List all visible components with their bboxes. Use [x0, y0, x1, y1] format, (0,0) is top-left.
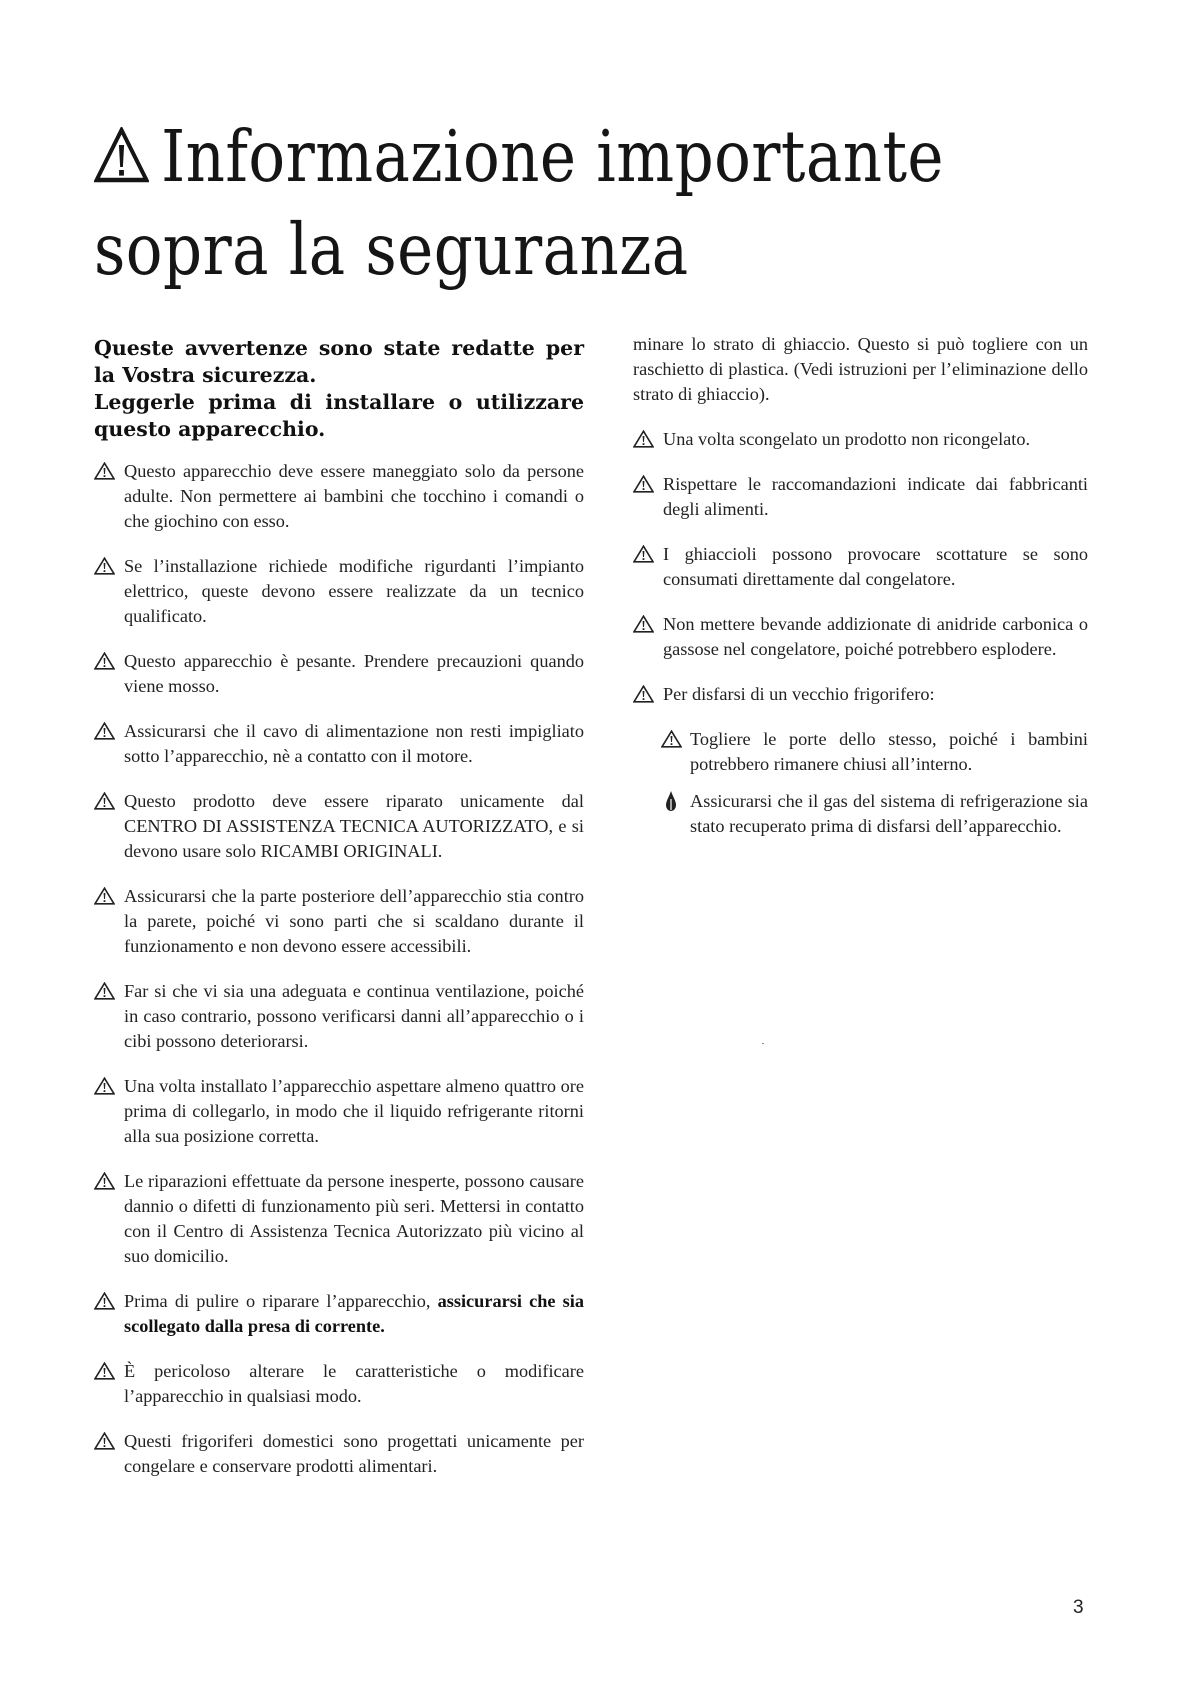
warning-triangle-icon [94, 1172, 115, 1190]
title-text-1: Informazione importante [161, 115, 945, 198]
warning-triangle-icon [94, 1292, 115, 1310]
warning-item [94, 649, 584, 699]
title-line-1 [94, 110, 954, 203]
warning-triangle-icon [94, 652, 115, 670]
page-title [94, 110, 954, 296]
warning-text: Le riparazioni effettuate da persone inesperte, possono causare dannio o difetti di funzionamento più seri. Mettersi in contatto con il Centro di Assistenza Tecnica Autorizzato più vicino al suo domicilio. [124, 1171, 584, 1266]
warning-text: Prima di pulire o riparare l’apparecchio, [124, 1291, 438, 1311]
left-column [94, 335, 584, 1499]
warning-triangle-icon [94, 982, 115, 1000]
warning-item [633, 427, 1088, 452]
warning-text: Assicurarsi che il cavo di alimentazione non resti impigliato sotto l’apparecchio, nè a contatto con il motore. [124, 721, 584, 766]
warning-triangle-icon [94, 722, 115, 740]
warning-item [94, 1429, 584, 1479]
warning-text: Una volta installato l’apparecchio aspettare almeno quattro ore prima di collegarlo, in modo che il liquido refrigerante ritorni alla sua posizione corretta. [124, 1076, 584, 1146]
continuation-text: minare lo strato di ghiaccio. Questo si può togliere con un raschietto di plastica. (Vedi istruzioni per l’eliminazione dello strato di ghiaccio). [633, 334, 1088, 404]
warning-item [94, 1074, 584, 1149]
warning-text: Rispettare le raccomandazioni indicate dai fabbricanti degli alimenti. [663, 474, 1088, 519]
warning-text: Questo apparecchio deve essere maneggiato solo da persone adulte. Non permettere ai bambini che tocchino i comandi o che giochino con esso. [124, 461, 584, 531]
warning-text: I ghiaccioli possono provocare scottature se sono consumati direttamente dal congelatore. [663, 544, 1088, 589]
warning-text: Non mettere bevande addizionate di anidride carbonica o gassose nel congelatore, poiché potrebbero esplodere. [663, 614, 1088, 659]
right-column [633, 332, 1088, 859]
warning-triangle-icon [94, 792, 115, 810]
warning-item [94, 1169, 584, 1269]
title-line-2: sopra la seguranza [94, 208, 689, 291]
warning-item [633, 727, 1088, 777]
warning-triangle-icon [94, 1362, 115, 1380]
warning-text: Togliere le porte dello stesso, poiché i bambini potrebbero rimanere chiusi all’interno. [690, 729, 1088, 774]
warning-text: Questo prodotto deve essere riparato unicamente dal CENTRO DI ASSISTENZA TECNICA AUTORIZZATO, e si devono usare solo RICAMBI ORIGINALI. [124, 791, 584, 861]
warning-triangle-icon [94, 1432, 115, 1450]
warning-item [94, 1289, 584, 1339]
warning-triangle-icon [94, 127, 149, 183]
warning-text: Se l’installazione richiede modifiche rigurdanti l’impianto elettrico, queste devono essere realizzate da un tecnico qualificato. [124, 556, 584, 626]
warning-text: Assicurarsi che il gas del sistema di refrigerazione sia stato recuperato prima di disfarsi dell’apparecchio. [690, 791, 1088, 836]
warning-triangle-icon [94, 557, 115, 575]
warning-text: Questi frigoriferi domestici sono progettati unicamente per congelare e conservare prodotti alimentari. [124, 1431, 584, 1476]
warning-item [633, 789, 1088, 839]
intro-line-1: Queste avvertenze sono state redatte per la Vostra sicurezza. [94, 336, 584, 387]
warning-text: È pericoloso alterare le caratteristiche o modificare l’apparecchio in qualsiasi modo. [124, 1361, 584, 1406]
warning-triangle-icon [94, 462, 115, 480]
page-number: 3 [1073, 1597, 1084, 1618]
sub-warning-list [633, 727, 1088, 839]
warning-triangle-icon [633, 685, 654, 703]
right-warning-list [633, 427, 1088, 707]
warning-triangle-icon [633, 545, 654, 563]
warning-triangle-icon [94, 887, 115, 905]
warning-item [94, 459, 584, 534]
warning-item [94, 719, 584, 769]
scan-speck [762, 1043, 764, 1044]
warning-item [94, 979, 584, 1054]
left-warning-list [94, 459, 584, 1479]
warning-item [633, 612, 1088, 662]
warning-text: Assicurarsi che la parte posteriore dell’apparecchio stia contro la parete, poiché vi sono parti che si scaldano durante il funzionamento e non devono essere accessibili. [124, 886, 584, 956]
warning-text: Far si che vi sia una adeguata e continua ventilazione, poiché in caso contrario, possono verificarsi danni all’apparecchio o i cibi possono deteriorarsi. [124, 981, 584, 1051]
warning-item [633, 542, 1088, 592]
warning-item [94, 884, 584, 959]
warning-text: Questo apparecchio è pesante. Prendere precauzioni quando viene mosso. [124, 651, 584, 696]
warning-item [633, 682, 1088, 707]
drop-icon [664, 790, 678, 812]
intro-text [94, 335, 584, 443]
warning-triangle-icon [633, 615, 654, 633]
warning-bold-text: assicurarsi che sia scollegato dalla presa di corrente. [124, 1291, 584, 1336]
intro-line-2: Leggerle prima di installare o utilizzare questo apparecchio. [94, 390, 584, 441]
warning-text: Una volta scongelato un prodotto non ricongelato. [663, 429, 1031, 449]
warning-text: Per disfarsi di un vecchio frigorifero: [663, 684, 935, 704]
warning-item [633, 472, 1088, 522]
warning-triangle-icon [661, 730, 682, 748]
warning-triangle-icon [633, 475, 654, 493]
warning-item [94, 789, 584, 864]
warning-item [94, 1359, 584, 1409]
warning-triangle-icon [94, 1077, 115, 1095]
warning-triangle-icon [633, 430, 654, 448]
warning-item [94, 554, 584, 629]
